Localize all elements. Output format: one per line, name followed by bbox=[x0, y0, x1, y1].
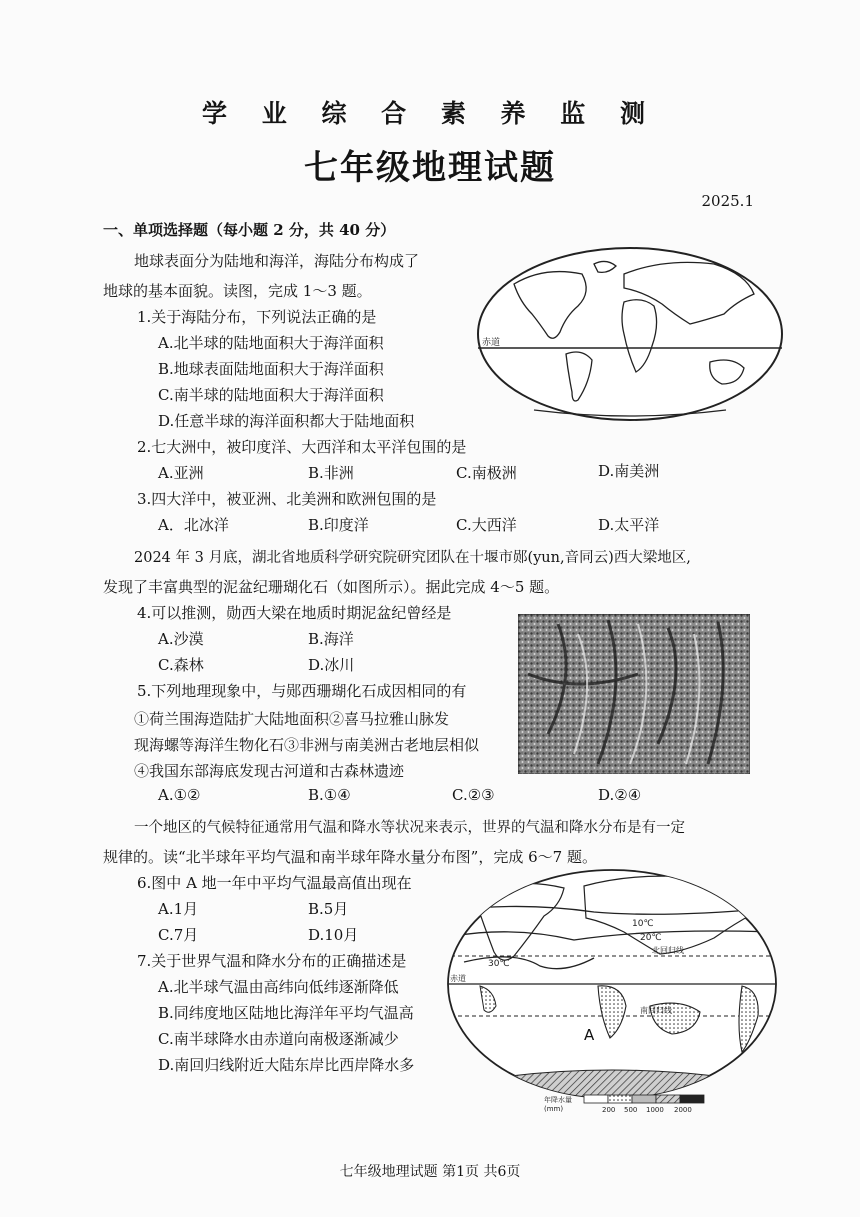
q4-option-a: A.沙漠 bbox=[158, 630, 204, 648]
legend-value-200: 200 bbox=[602, 1106, 616, 1114]
exam-series-title: 学 业 综 合 素 养 监 测 bbox=[202, 99, 658, 128]
q7-option-a: A.北半球气温由高纬向低纬逐渐降低 bbox=[158, 978, 399, 996]
coral-fossil-graphic bbox=[518, 614, 750, 774]
legend-value-2000: 2000 bbox=[674, 1106, 692, 1114]
q6-option-d: D.10月 bbox=[308, 926, 359, 944]
page-footer: 七年级地理试题 第1页 共6页 bbox=[339, 1164, 521, 1180]
q5-statement-line-2: 现海螺等海洋生物化石③非洲与南美洲古老地层相似 bbox=[134, 736, 480, 754]
q7-stem: 7.关于世界气温和降水分布的正确描述是 bbox=[137, 952, 407, 970]
coral-fossil-photo bbox=[518, 614, 750, 774]
q2-option-c: C.南极洲 bbox=[456, 464, 517, 482]
climate-map-figure bbox=[444, 866, 780, 1116]
climate-map-graphic bbox=[444, 866, 780, 1116]
equator-label: 赤道 bbox=[482, 338, 501, 348]
legend-title: 年降水量 bbox=[544, 1096, 572, 1104]
q2-stem: 2.七大洲中，被印度洋、大西洋和太平洋包围的是 bbox=[137, 438, 467, 456]
q1-stem: 1.关于海陆分布，下列说法正确的是 bbox=[137, 308, 377, 326]
world-map-graphic bbox=[474, 244, 786, 424]
equator-label-climate: 赤道 bbox=[450, 974, 466, 983]
q6-option-b: B.5月 bbox=[308, 900, 349, 918]
legend-unit: (mm) bbox=[544, 1105, 564, 1113]
passage-2-line-2: 发现了丰富典型的泥盆纪珊瑚化石（如图所示）。据此完成 4～5 题。 bbox=[103, 578, 560, 596]
tropic-of-cancer-label: 北回归线 bbox=[652, 946, 684, 955]
tropic-of-capricorn-label: 南回归线 bbox=[640, 1006, 672, 1015]
q2-option-d: D.南美洲 bbox=[598, 462, 660, 480]
q2-option-a: A.亚洲 bbox=[158, 464, 204, 482]
q3-option-b: B.印度洋 bbox=[308, 516, 369, 534]
q5-option-c: C.②③ bbox=[452, 786, 495, 804]
q5-option-b: B.①④ bbox=[308, 786, 351, 804]
exam-subject-title: 七年级地理试题 bbox=[304, 148, 556, 188]
q1-option-c: C.南半球的陆地面积大于海洋面积 bbox=[158, 386, 384, 404]
q5-stem: 5.下列地理现象中，与郧西珊瑚化石成因相同的有 bbox=[137, 682, 467, 700]
precipitation-legend bbox=[544, 1095, 704, 1114]
q1-option-a: A.北半球的陆地面积大于海洋面积 bbox=[158, 334, 384, 352]
section-heading: 一、单项选择题（每小题 2 分，共 40 分） bbox=[103, 221, 396, 239]
q5-statement-line-3: ④我国东部海底发现古河道和古森林遗迹 bbox=[134, 762, 405, 780]
passage-3-line-1: 一个地区的气候特征通常用气温和降水等状况来表示，世界的气温和降水分布是有一定 bbox=[134, 820, 685, 836]
q1-option-d: D.任意半球的海洋面积都大于陆地面积 bbox=[158, 412, 415, 430]
q4-option-d: D.冰川 bbox=[308, 656, 355, 674]
q6-option-c: C.7月 bbox=[158, 926, 199, 944]
q4-option-b: B.海洋 bbox=[308, 630, 354, 648]
isotherm-20-label: 20℃ bbox=[640, 933, 662, 943]
q6-option-a: A.1月 bbox=[158, 900, 199, 918]
q3-option-d: D.太平洋 bbox=[598, 516, 660, 534]
point-a-label: A bbox=[584, 1026, 595, 1044]
passage-3-line-2: 规律的。读“北半球年平均气温和南半球年降水量分布图”，完成 6～7 题。 bbox=[103, 848, 597, 866]
world-map-figure bbox=[474, 244, 786, 424]
q5-statement-line-1: ①荷兰围海造陆扩大陆地面积②喜马拉雅山脉发 bbox=[134, 710, 450, 728]
legend-value-500: 500 bbox=[624, 1106, 638, 1114]
passage-1-line-1: 地球表面分为陆地和海洋，海陆分布构成了 bbox=[134, 252, 420, 270]
passage-1-line-2: 地球的基本面貌。读图，完成 1～3 题。 bbox=[103, 282, 372, 300]
isotherm-10-label: 10℃ bbox=[632, 919, 654, 929]
legend-value-1000: 1000 bbox=[646, 1106, 664, 1114]
q7-option-c: C.南半球降水由赤道向南极逐渐减少 bbox=[158, 1030, 399, 1048]
q3-stem: 3.四大洋中，被亚洲、北美洲和欧洲包围的是 bbox=[137, 490, 437, 508]
q6-stem: 6.图中 A 地一年中平均气温最高值出现在 bbox=[137, 874, 412, 892]
passage-2-line-1: 2024 年 3 月底，湖北省地质科学研究院研究团队在十堰市郧(yun,音同云)西大梁地区, bbox=[134, 550, 691, 566]
q7-option-b: B.同纬度地区陆地比海洋年平均气温高 bbox=[158, 1004, 414, 1022]
q4-stem: 4.可以推测，勋西大梁在地质时期泥盆纪曾经是 bbox=[137, 604, 452, 622]
q2-option-b: B.非洲 bbox=[308, 464, 354, 482]
isotherm-30-label: 30℃ bbox=[488, 959, 510, 969]
q7-option-d: D.南回归线附近大陆东岸比西岸降水多 bbox=[158, 1056, 415, 1074]
exam-date: 2025.1 bbox=[701, 192, 754, 210]
q3-option-c: C.大西洋 bbox=[456, 516, 517, 534]
q5-option-a: A.①② bbox=[158, 786, 201, 804]
q3-option-a: A．北冰洋 bbox=[158, 516, 229, 534]
q5-option-d: D.②④ bbox=[598, 786, 642, 804]
q4-option-c: C.森林 bbox=[158, 656, 204, 674]
q1-option-b: B.地球表面陆地面积大于海洋面积 bbox=[158, 360, 384, 378]
